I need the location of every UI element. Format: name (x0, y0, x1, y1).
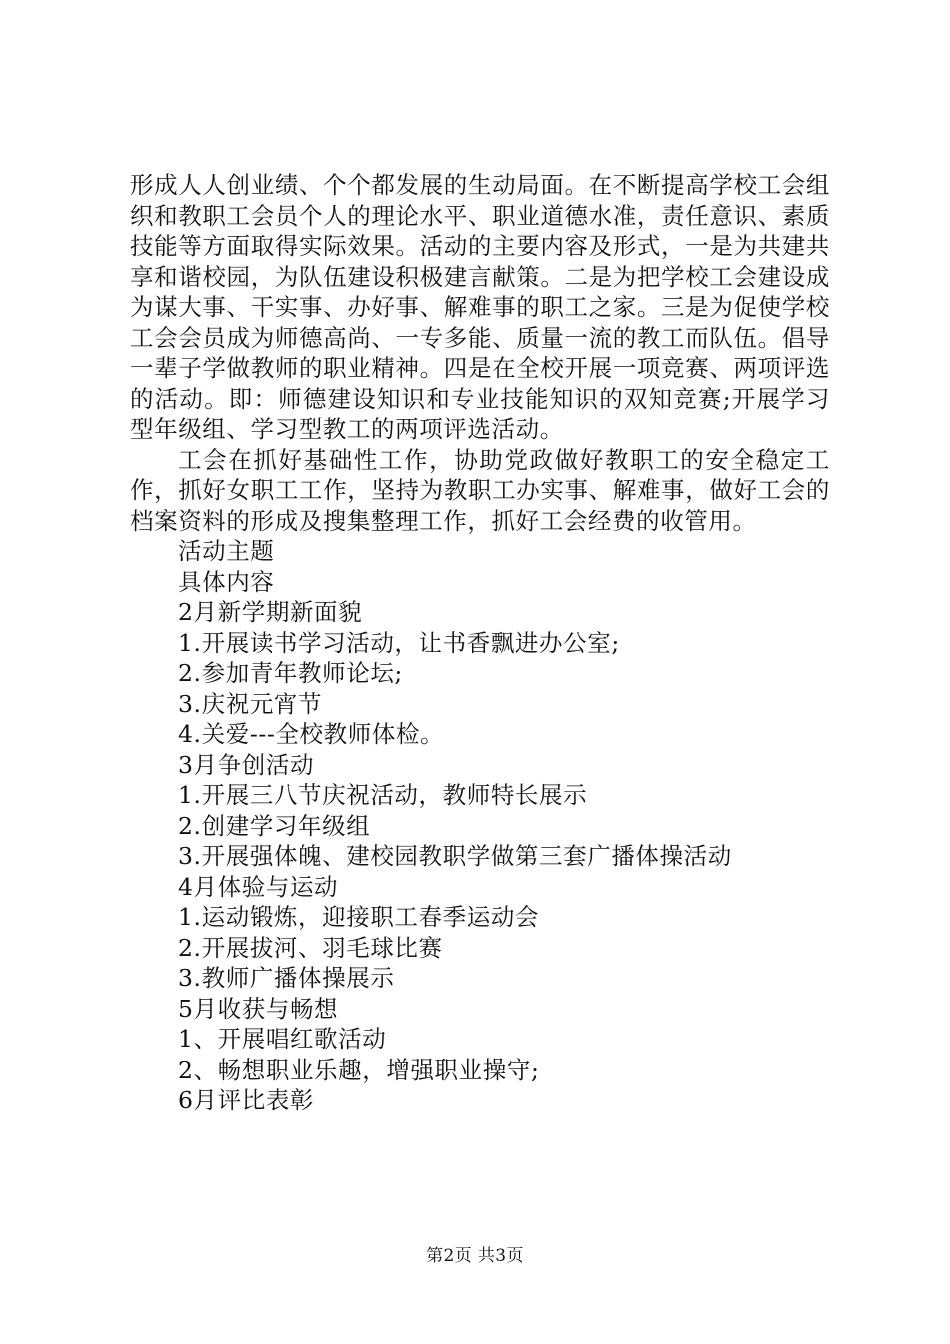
list-line: 具体内容 (178, 567, 275, 596)
page-footer: 第2页 共3页 (426, 1246, 524, 1266)
list-line: 活动主题 (178, 537, 275, 565)
list-line: 4月体验与运动 (178, 872, 339, 901)
list-line: 1、开展唱红歌活动 (178, 1025, 387, 1053)
list-line: 1.开展三八节庆祝活动，教师特长展示 (178, 781, 588, 809)
list-line: 2.开展拔河、羽毛球比赛 (178, 933, 443, 962)
list-line: 1.开展读书学习活动，让书香飘进办公室; (178, 628, 620, 657)
list-line: 2.参加青年教师论坛; (178, 659, 403, 687)
list-line: 3.教师广播体操展示 (178, 964, 395, 992)
list-line: 3月争创活动 (178, 750, 315, 779)
list-line: 3.庆祝元宵节 (178, 689, 323, 718)
document-body (130, 170, 830, 1116)
paragraph-2: 工会在抓好基础性工作，协助党政做好教职工的安全稳定工作，抓好女职工工作，坚持为教职工办实事、解难事，做好工会的档案资料的形成及搜集整理工作，抓好工会经费的收管用。 (130, 445, 830, 535)
list-line: 4.关爱---全校教师体检。 (178, 720, 445, 748)
list-line: 2月新学期新面貌 (178, 598, 363, 626)
paragraph-1: 形成人人创业绩、个个都发展的生动局面。在不断提高学校工会组织和教职工会员个人的理论水平、职业道德水准，责任意识、素质技能等方面取得实际效果。活动的主要内容及形式，一是为共建共享和谐校园，为队伍建设积极建言献策。二是为把学校工会建设成为谋大事、干实事、办好事、解难事的职工之家。三是为促使学校工会会员成为师德高尚、一专多能、质量一流的教工而队伍。倡导一辈子学做教师的职业精神。四是在全校开展一项竞赛、两项评选的活动。即：师德建设知识和专业技能知识的双知竞赛;开展学习型年级组、学习型教工的两项评选活动。 (130, 171, 830, 443)
list-line: 2、畅想职业乐趣，增强职业操守; (178, 1055, 540, 1084)
list-line: 3.开展强体魄、建校园教职学做第三套广播体操活动 (178, 842, 732, 870)
list-line: 1.运动锻炼，迎接职工春季运动会 (178, 903, 540, 931)
list-line: 5月收获与畅想 (178, 994, 339, 1023)
list-line: 2.创建学习年级组 (178, 811, 371, 840)
list-line: 6月评比表彰 (178, 1086, 315, 1114)
activity-list (130, 536, 830, 1116)
